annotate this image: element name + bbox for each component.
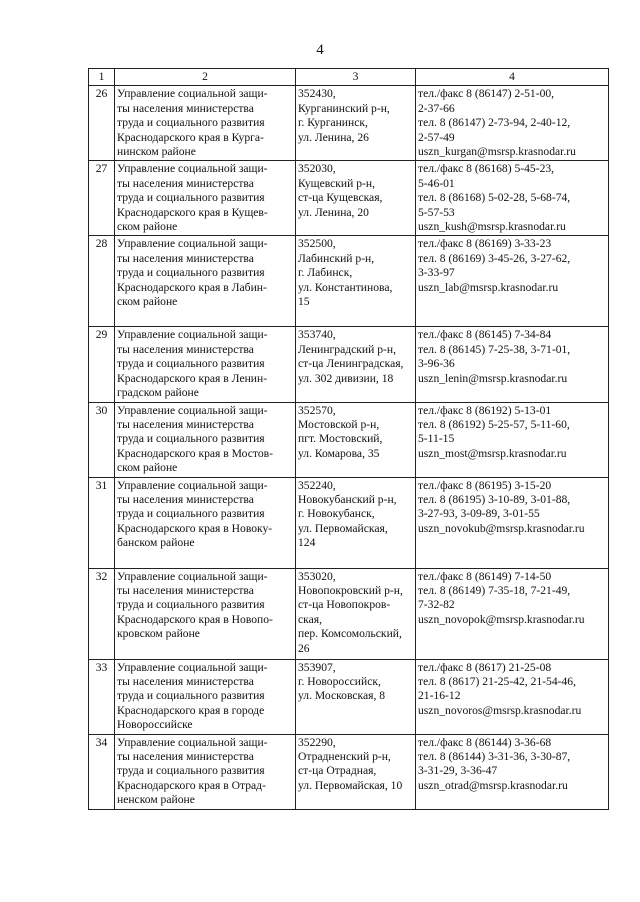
contact-line: тел. 8 (86144) 3-31-36, 3-30-87,	[418, 749, 571, 763]
org-line: ты населения министерства	[117, 417, 254, 431]
contact-line: 2-57-49	[418, 130, 455, 144]
row-number: 31	[89, 477, 115, 568]
contact-line: тел./факс 8 (86195) 3-15-20	[418, 478, 552, 492]
table-header	[89, 69, 609, 86]
contacts-cell	[416, 402, 609, 477]
table-row	[89, 568, 609, 659]
table-row	[89, 659, 609, 734]
contact-line: uszn_novoros@msrsp.krasnodar.ru	[418, 703, 582, 717]
contact-line: тел. 8 (8617) 21-25-42, 21-54-46,	[418, 674, 576, 688]
contact-line: 5-46-01	[418, 176, 455, 190]
row-number: 29	[89, 327, 115, 402]
org-line: Управление социальной защи-	[117, 478, 268, 492]
address-line: ст-ца Кущевская,	[298, 191, 383, 205]
address-line: 352240,	[298, 478, 336, 492]
contacts-cell	[416, 568, 609, 659]
address-line: ст-ца Новопокров-	[298, 598, 391, 612]
address-line: Отрадненский р-н,	[298, 749, 391, 763]
organization-cell	[115, 734, 296, 809]
org-line: труда и социального развития	[117, 507, 265, 521]
contact-line: 3-33-97	[418, 266, 455, 280]
org-line: ты населения министерства	[117, 749, 254, 763]
organization-cell	[115, 327, 296, 402]
org-line: Управление социальной защи-	[117, 735, 268, 749]
contact-line: uszn_novopok@msrsp.krasnodar.ru	[418, 612, 585, 626]
address-line: г. Новокубанск,	[298, 507, 375, 521]
org-line: труда и социального развития	[117, 689, 265, 703]
address-cell	[296, 86, 416, 161]
org-line: ты населения министерства	[117, 176, 254, 190]
org-line: ты населения министерства	[117, 674, 254, 688]
organization-cell	[115, 568, 296, 659]
contact-line: uszn_novokub@msrsp.krasnodar.ru	[418, 521, 585, 535]
address-line: пгт. Мостовский,	[298, 432, 383, 446]
contact-line: тел. 8 (86145) 7-25-38, 3-71-01,	[418, 342, 571, 356]
contacts-cell	[416, 734, 609, 809]
org-line: Управление социальной защи-	[117, 87, 268, 101]
org-line: ты населения министерства	[117, 342, 254, 356]
address-line: ул. Ленина, 20	[298, 205, 369, 219]
org-line: Управление социальной защи-	[117, 660, 268, 674]
address-line: 352430,	[298, 87, 336, 101]
contact-line: тел./факс 8 (86145) 7-34-84	[418, 328, 552, 342]
org-line: Краснодарского края в Новопо-	[117, 612, 273, 626]
contact-line: тел. 8 (86169) 3-45-26, 3-27-62,	[418, 251, 571, 265]
org-line: Краснодарского края в Кущев-	[117, 205, 268, 219]
org-line: Краснодарского края в Ленин-	[117, 371, 268, 385]
contact-line: тел./факс 8 (8617) 21-25-08	[418, 660, 552, 674]
table-row	[89, 86, 609, 161]
org-line: Краснодарского края в Мостов-	[117, 446, 273, 460]
address-line: пер. Комсомольский,	[298, 627, 402, 641]
address-line: 353020,	[298, 569, 336, 583]
row-number: 27	[89, 161, 115, 236]
address-line: 15	[298, 295, 310, 309]
org-line: Краснодарского края в Курга-	[117, 130, 264, 144]
address-line: ст-ца Отрадная,	[298, 764, 377, 778]
contacts-cell	[416, 477, 609, 568]
offices-table	[88, 68, 609, 810]
address-line: г. Курганинск,	[298, 116, 368, 130]
address-line: ул. Ленина, 26	[298, 130, 369, 144]
contact-line: 3-96-36	[418, 357, 455, 371]
org-line: Управление социальной защи-	[117, 569, 268, 583]
table-row	[89, 327, 609, 402]
table-row	[89, 402, 609, 477]
address-line: Новопокровский р-н,	[298, 583, 403, 597]
org-line: Управление социальной защи-	[117, 162, 268, 176]
address-cell	[296, 236, 416, 327]
address-line: ул. Первомайская,	[298, 521, 388, 535]
address-line: Ленинградский р-н,	[298, 342, 396, 356]
organization-cell	[115, 477, 296, 568]
contacts-cell	[416, 327, 609, 402]
org-line: нинском районе	[117, 145, 196, 159]
address-line: ул. Первомайская, 10	[298, 778, 403, 792]
contacts-cell	[416, 236, 609, 327]
contact-line: 7-32-82	[418, 598, 455, 612]
contact-line: uszn_lab@msrsp.krasnodar.ru	[418, 280, 559, 294]
contact-line: тел./факс 8 (86169) 3-33-23	[418, 237, 552, 251]
org-line: банском районе	[117, 536, 195, 550]
address-line: ул. Комарова, 35	[298, 446, 380, 460]
org-line: ты населения министерства	[117, 583, 254, 597]
header-col-2: 2	[115, 69, 296, 86]
org-line: ском районе	[117, 295, 178, 309]
organization-cell	[115, 161, 296, 236]
org-line: ненском районе	[117, 793, 195, 807]
org-line: Краснодарского края в Новоку-	[117, 521, 273, 535]
address-line: Кущевский р-н,	[298, 176, 375, 190]
org-line: ском районе	[117, 220, 178, 234]
contact-line: тел. 8 (86195) 3-10-89, 3-01-88,	[418, 492, 571, 506]
address-cell	[296, 477, 416, 568]
contacts-cell	[416, 659, 609, 734]
org-line: градском районе	[117, 386, 199, 400]
table-row	[89, 734, 609, 809]
org-line: Управление социальной защи-	[117, 237, 268, 251]
org-line: ты населения министерства	[117, 492, 254, 506]
address-cell	[296, 402, 416, 477]
address-line: 26	[298, 641, 310, 655]
address-cell	[296, 659, 416, 734]
org-line: Новороссийске	[117, 718, 193, 732]
organization-cell	[115, 659, 296, 734]
address-line: ская,	[298, 612, 322, 626]
org-line: ты населения министерства	[117, 101, 254, 115]
contact-line: 3-27-93, 3-09-89, 3-01-55	[418, 507, 540, 521]
org-line: труда и социального развития	[117, 266, 265, 280]
address-line: ул. 302 дивизии, 18	[298, 371, 394, 385]
organization-cell	[115, 86, 296, 161]
address-line: 352030,	[298, 162, 336, 176]
org-line: труда и социального развития	[117, 357, 265, 371]
header-col-4: 4	[416, 69, 609, 86]
contact-line: 21-16-12	[418, 689, 461, 703]
org-line: труда и социального развития	[117, 598, 265, 612]
row-number: 32	[89, 568, 115, 659]
org-line: Краснодарского края в Отрад-	[117, 778, 266, 792]
org-line: труда и социального развития	[117, 432, 265, 446]
contact-line: uszn_kush@msrsp.krasnodar.ru	[418, 220, 566, 234]
address-cell	[296, 161, 416, 236]
org-line: Управление социальной защи-	[117, 403, 268, 417]
contact-line: тел. 8 (86147) 2-73-94, 2-40-12,	[418, 116, 571, 130]
address-line: Курганинский р-н,	[298, 101, 390, 115]
org-line: ском районе	[117, 461, 178, 475]
contact-line: тел. 8 (86192) 5-25-57, 5-11-60,	[418, 417, 570, 431]
contacts-cell	[416, 86, 609, 161]
organization-cell	[115, 236, 296, 327]
contacts-cell	[416, 161, 609, 236]
address-cell	[296, 327, 416, 402]
row-number: 26	[89, 86, 115, 161]
org-line: Управление социальной защи-	[117, 328, 268, 342]
header-row	[89, 69, 609, 86]
address-line: ул. Константинова,	[298, 280, 393, 294]
address-line: Новокубанский р-н,	[298, 492, 397, 506]
contact-line: uszn_kurgan@msrsp.krasnodar.ru	[418, 145, 576, 159]
contact-line: uszn_otrad@msrsp.krasnodar.ru	[418, 778, 568, 792]
org-line: труда и социального развития	[117, 116, 265, 130]
contact-line: тел. 8 (86168) 5-02-28, 5-68-74,	[418, 191, 571, 205]
org-line: труда и социального развития	[117, 764, 265, 778]
org-line: Краснодарского края в Лабин-	[117, 280, 267, 294]
address-line: 352570,	[298, 403, 336, 417]
contact-line: 2-37-66	[418, 101, 455, 115]
org-line: ты населения министерства	[117, 251, 254, 265]
address-line: 124	[298, 536, 316, 550]
contact-line: тел./факс 8 (86192) 5-13-01	[418, 403, 552, 417]
address-line: 353907,	[298, 660, 336, 674]
contact-line: 3-31-29, 3-36-47	[418, 764, 498, 778]
table-row	[89, 161, 609, 236]
address-line: 352500,	[298, 237, 336, 251]
address-line: 353740,	[298, 328, 336, 342]
address-line: ст-ца Ленинградская,	[298, 357, 404, 371]
row-number: 28	[89, 236, 115, 327]
contact-line: 5-11-15	[418, 432, 455, 446]
contact-line: uszn_lenin@msrsp.krasnodar.ru	[418, 371, 568, 385]
table-row	[89, 236, 609, 327]
page-number: 4	[316, 42, 324, 58]
contact-line: тел./факс 8 (86144) 3-36-68	[418, 735, 552, 749]
org-line: кровском районе	[117, 627, 200, 641]
table-body	[89, 86, 609, 809]
contact-line: тел./факс 8 (86147) 2-51-00,	[418, 87, 555, 101]
address-cell	[296, 568, 416, 659]
row-number: 34	[89, 734, 115, 809]
address-line: г. Новороссийск,	[298, 674, 381, 688]
row-number: 30	[89, 402, 115, 477]
org-line: труда и социального развития	[117, 191, 265, 205]
address-cell	[296, 734, 416, 809]
header-col-3: 3	[296, 69, 416, 86]
address-line: 352290,	[298, 735, 336, 749]
contact-line: тел. 8 (86149) 7-35-18, 7-21-49,	[418, 583, 571, 597]
table-row	[89, 477, 609, 568]
row-number: 33	[89, 659, 115, 734]
contact-line: тел./факс 8 (86149) 7-14-50	[418, 569, 552, 583]
address-line: ул. Московская, 8	[298, 689, 386, 703]
contact-line: 5-57-53	[418, 205, 455, 219]
contact-line: uszn_most@msrsp.krasnodar.ru	[418, 446, 567, 460]
org-line: Краснодарского края в городе	[117, 703, 265, 717]
organization-cell	[115, 402, 296, 477]
address-line: Лабинский р-н,	[298, 251, 375, 265]
address-line: г. Лабинск,	[298, 266, 353, 280]
header-col-1: 1	[89, 69, 115, 86]
address-line: Мостовской р-н,	[298, 417, 380, 431]
contact-line: тел./факс 8 (86168) 5-45-23,	[418, 162, 555, 176]
